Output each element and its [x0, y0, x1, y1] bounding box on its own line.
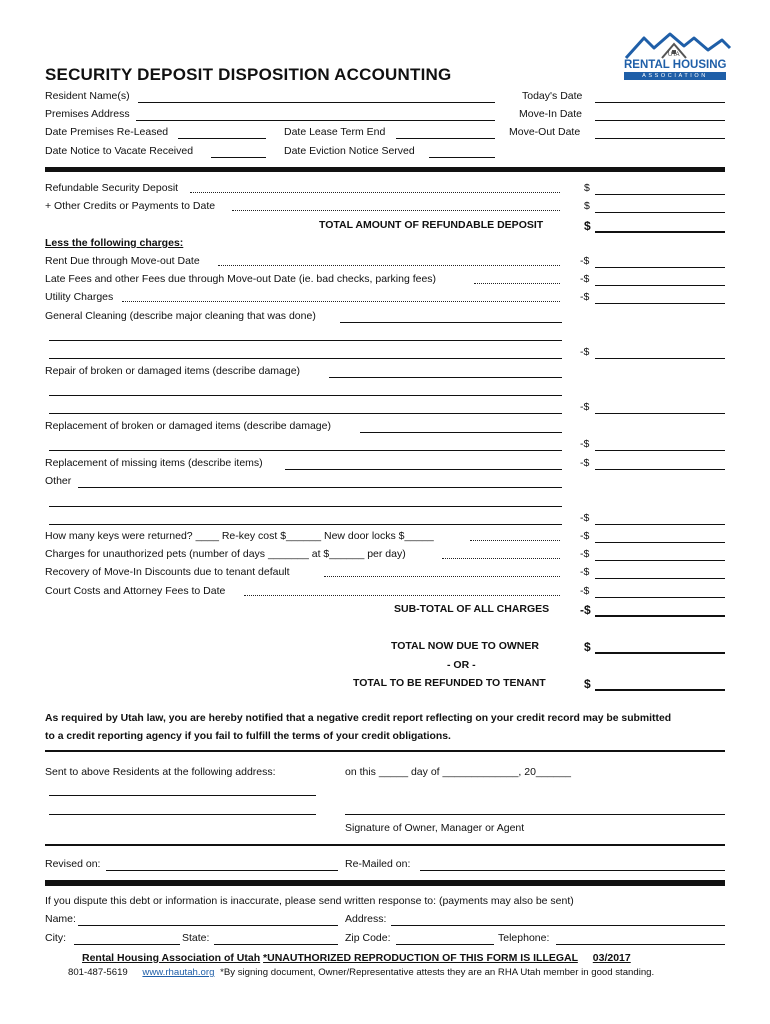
re-leased-field[interactable]: [178, 138, 266, 139]
revised-on-field[interactable]: [106, 870, 338, 871]
remailed-on-field[interactable]: [420, 870, 725, 871]
minus-dollar-sign: -$: [580, 566, 590, 578]
section-divider: [45, 880, 725, 886]
footer-website-link[interactable]: www.rhautah.org: [142, 967, 215, 978]
telephone-label: Telephone:: [498, 932, 550, 944]
eviction-notice-label: Date Eviction Notice Served: [284, 145, 415, 157]
address-label: Address:: [345, 913, 387, 925]
footer-date: 03/2017: [592, 952, 631, 964]
minus-dollar-sign: -$: [580, 255, 590, 267]
subtotal-label: SUB-TOTAL OF ALL CHARGES: [394, 603, 550, 615]
section-divider: [45, 750, 725, 752]
other-field[interactable]: [49, 506, 562, 507]
pets-label: Charges for unauthorized pets (number of days _______ at $______ per day): [45, 548, 406, 560]
move-out-date-field[interactable]: [595, 138, 725, 139]
total-refundable-label: TOTAL AMOUNT OF REFUNDABLE DEPOSIT: [319, 219, 544, 231]
logo-small-text: UTA: [668, 52, 680, 58]
dollar-sign: $: [584, 200, 590, 212]
refund-tenant-label: TOTAL TO BE REFUNDED TO TENANT: [353, 677, 546, 689]
move-in-date-label: Move-In Date: [519, 108, 583, 120]
court-costs-amount[interactable]: [595, 597, 725, 598]
leader-dots: [190, 192, 560, 193]
lease-term-end-field[interactable]: [396, 138, 495, 139]
minus-dollar-sign: -$: [580, 585, 590, 597]
rent-due-label: Rent Due through Move-out Date: [45, 255, 200, 267]
minus-dollar-sign: -$: [580, 512, 590, 524]
replacement-broken-field[interactable]: [49, 450, 562, 451]
refund-tenant-amount[interactable]: [595, 689, 725, 691]
total-refundable-amount[interactable]: [595, 231, 725, 233]
other-field[interactable]: [78, 487, 562, 488]
cleaning-field[interactable]: [49, 340, 562, 341]
minus-dollar-sign: -$: [580, 530, 590, 542]
court-costs-label: Court Costs and Attorney Fees to Date: [45, 585, 226, 597]
leader-dots: [232, 210, 560, 211]
eviction-notice-field[interactable]: [429, 157, 495, 158]
minus-dollar-sign: -$: [580, 273, 590, 285]
refundable-deposit-label: Refundable Security Deposit: [45, 182, 179, 194]
state-label: State:: [182, 932, 210, 944]
repair-field[interactable]: [49, 395, 562, 396]
remailed-on-label: Re-Mailed on:: [345, 858, 411, 870]
dollar-sign: $: [584, 640, 591, 654]
zip-label: Zip Code:: [345, 932, 391, 944]
footer-attest: *By signing document, Owner/Representative attests they are an RHA Utah member in good standing.: [220, 967, 655, 978]
zip-field[interactable]: [396, 944, 494, 945]
logo-name: RENTAL HOUSING: [624, 59, 727, 71]
leader-dots: [122, 301, 560, 302]
repair-label: Repair of broken or damaged items (describe damage): [45, 365, 301, 377]
sent-to-label: Sent to above Residents at the following address:: [45, 766, 276, 778]
replacement-broken-label: Replacement of broken or damaged items (describe damage): [45, 420, 331, 432]
section-divider: [45, 844, 725, 846]
telephone-field[interactable]: [556, 944, 725, 945]
section-divider: [45, 167, 725, 172]
footer-line2: [68, 967, 654, 978]
subtotal-amount[interactable]: [595, 615, 725, 617]
other-credits-amount[interactable]: [595, 212, 725, 213]
late-fees-label: Late Fees and other Fees due through Move-out Date (ie. bad checks, parking fees): [45, 273, 437, 285]
dispute-text: If you dispute this debt or information is inaccurate, please send written response to: (payments may also be sent): [45, 895, 574, 907]
replacement-missing-field[interactable]: [285, 469, 562, 470]
address-field[interactable]: [49, 814, 316, 815]
leader-dots: [474, 283, 560, 284]
other-amount[interactable]: [595, 524, 725, 525]
credit-notice-line1: As required by Utah law, you are hereby notified that a negative credit report reflecting on your credit record may be submitted: [45, 713, 672, 724]
move-in-date-field[interactable]: [595, 120, 725, 121]
other-label: Other: [45, 475, 72, 487]
dollar-sign: $: [584, 182, 590, 194]
state-field[interactable]: [214, 944, 338, 945]
city-field[interactable]: [74, 944, 180, 945]
footer-phone: 801-487-5619: [68, 967, 128, 978]
logo-sub-text: ASSOCIATION: [642, 73, 708, 79]
footer-warning: *UNAUTHORIZED REPRODUCTION OF THIS FORM IS ILLEGAL: [263, 952, 578, 964]
leader-dots: [324, 576, 560, 577]
refundable-deposit-amount[interactable]: [595, 194, 725, 195]
charges-heading: Less the following charges:: [45, 237, 184, 249]
other-credits-label: + Other Credits or Payments to Date: [45, 200, 216, 212]
other-field[interactable]: [49, 524, 562, 525]
cleaning-amount[interactable]: [595, 358, 725, 359]
leader-dots: [470, 540, 560, 541]
address-field[interactable]: [49, 795, 316, 796]
logo-sub: [624, 72, 726, 80]
todays-date-label: Today's Date: [522, 90, 583, 102]
due-owner-amount[interactable]: [595, 652, 725, 654]
leader-dots: [442, 558, 560, 559]
dollar-sign: $: [584, 677, 591, 691]
footer-org: Rental Housing Association of Utah: [82, 952, 261, 964]
utility-label: Utility Charges: [45, 291, 114, 303]
replacement-missing-label: Replacement of missing items (describe items): [45, 457, 263, 469]
premises-address-field[interactable]: [136, 120, 495, 121]
minus-dollar-sign: -$: [580, 457, 590, 469]
resident-names-label: Resident Name(s): [45, 90, 130, 102]
leader-dots: [218, 265, 560, 266]
on-this-day-label: on this _____ day of _____________, 20______: [345, 766, 571, 778]
minus-dollar-sign: -$: [580, 401, 590, 413]
form-title: SECURITY DEPOSIT DISPOSITION ACCOUNTING: [45, 65, 452, 84]
footer-line1: [82, 952, 631, 964]
repair-field[interactable]: [49, 413, 562, 414]
credit-notice-line2: to a credit reporting agency if you fail to fulfill the terms of your credit obligations.: [45, 731, 451, 742]
notice-vacate-field[interactable]: [211, 157, 266, 158]
or-label: - OR -: [447, 659, 476, 671]
move-in-discounts-amount[interactable]: [595, 578, 725, 579]
replacement-broken-amount[interactable]: [595, 450, 725, 451]
dollar-sign: $: [584, 219, 591, 233]
move-out-date-label: Move-Out Date: [509, 126, 581, 138]
utility-amount[interactable]: [595, 303, 725, 304]
minus-dollar-sign: -$: [580, 346, 590, 358]
name-label: Name:: [45, 913, 76, 925]
rent-due-amount[interactable]: [595, 267, 725, 268]
repair-field[interactable]: [329, 377, 562, 378]
cleaning-field[interactable]: [49, 358, 562, 359]
resident-names-field[interactable]: [138, 102, 495, 103]
cleaning-field[interactable]: [340, 322, 562, 323]
replacement-broken-field[interactable]: [360, 432, 562, 433]
minus-dollar-sign: -$: [580, 291, 590, 303]
premises-address-label: Premises Address: [45, 108, 130, 120]
dispute-address-field[interactable]: [391, 925, 725, 926]
keys-label: How many keys were returned? ____ Re-key cost $______ New door locks $_____: [45, 530, 434, 542]
notice-vacate-label: Date Notice to Vacate Received: [45, 145, 194, 157]
late-fees-amount[interactable]: [595, 285, 725, 286]
cleaning-label: General Cleaning (describe major cleaning that was done): [45, 310, 316, 322]
revised-on-label: Revised on:: [45, 858, 101, 870]
name-field[interactable]: [78, 925, 338, 926]
minus-dollar-sign: -$: [580, 603, 591, 617]
keys-amount[interactable]: [595, 542, 725, 543]
signature-field[interactable]: [345, 814, 725, 815]
move-in-discounts-label: Recovery of Move-In Discounts due to tenant default: [45, 566, 290, 578]
lease-term-end-label: Date Lease Term End: [284, 126, 386, 138]
minus-dollar-sign: -$: [580, 438, 590, 450]
minus-dollar-sign: -$: [580, 548, 590, 560]
leader-dots: [244, 595, 560, 596]
re-leased-label: Date Premises Re-Leased: [45, 126, 169, 138]
repair-amount[interactable]: [595, 413, 725, 414]
due-owner-label: TOTAL NOW DUE TO OWNER: [391, 640, 539, 652]
city-label: City:: [45, 932, 66, 944]
replacement-missing-amount[interactable]: [595, 469, 725, 470]
pets-amount[interactable]: [595, 560, 725, 561]
todays-date-field[interactable]: [595, 102, 725, 103]
signature-label: Signature of Owner, Manager or Agent: [345, 822, 525, 834]
rha-logo: [622, 30, 732, 80]
